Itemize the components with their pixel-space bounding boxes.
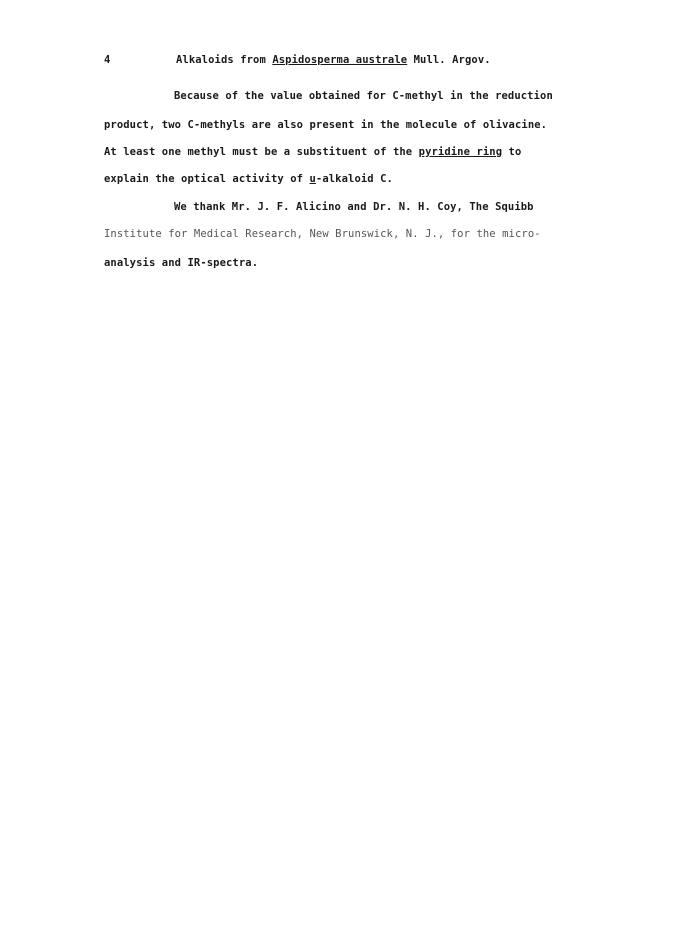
paragraph1-line4-u: u bbox=[309, 173, 316, 185]
paragraph1-line3-pre: At least one methyl must be a substituent of the bbox=[104, 146, 419, 158]
paragraph1-line3-ring: ring bbox=[470, 146, 503, 158]
paragraph1-line4 bbox=[104, 173, 393, 185]
paragraph1-line2: product, two C-methyls are also present in the molecule of olivacine. bbox=[104, 119, 548, 131]
title-species: Aspidosperma australe bbox=[272, 54, 408, 66]
running-title bbox=[176, 54, 491, 66]
paragraph1-line4-pre: explain the optical activity of bbox=[104, 173, 310, 185]
paragraph2-line3: analysis and IR-spectra. bbox=[104, 257, 259, 269]
paragraph1-line1: Because of the value obtained for C-methyl in the reduction bbox=[174, 90, 553, 102]
paragraph1-line3-pyridine: pyridine bbox=[418, 146, 471, 158]
title-suffix: Mull. Argov. bbox=[413, 54, 491, 66]
page-number: 4 bbox=[104, 54, 111, 66]
paragraph1-line3-post: to bbox=[502, 146, 522, 158]
paragraph2-line2: Institute for Medical Research, New Brunswick, N. J., for the micro- bbox=[104, 228, 541, 240]
page-header bbox=[104, 54, 584, 72]
paragraph2-line1: We thank Mr. J. F. Alicino and Dr. N. H. Coy, The Squibb bbox=[174, 201, 534, 213]
title-prefix: Alkaloids from bbox=[176, 54, 266, 66]
paragraph1-line3 bbox=[104, 146, 521, 158]
paragraph1-line4-post: -alkaloid C. bbox=[315, 173, 393, 185]
